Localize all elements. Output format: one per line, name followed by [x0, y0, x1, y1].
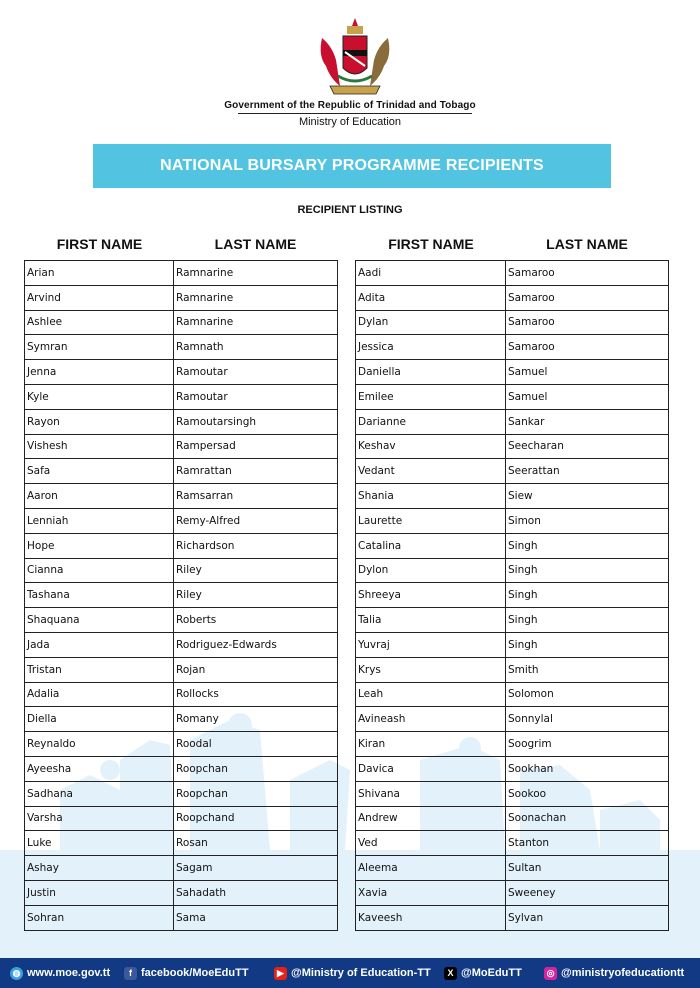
table-row [356, 409, 669, 434]
footer-instagram[interactable] [544, 958, 684, 988]
last-name-cell: Sagam [174, 856, 338, 881]
last-name-cell: Sonnylal [506, 707, 669, 732]
table-row [356, 905, 669, 930]
last-name-cell: Ramsarran [174, 484, 338, 509]
table-row [25, 360, 338, 385]
last-name-cell: Smith [506, 657, 669, 682]
table-row [356, 508, 669, 533]
x-text: @MoEduTT [461, 967, 522, 979]
first-name-cell: Aleema [356, 856, 506, 881]
table-row [356, 335, 669, 360]
first-name-cell: Symran [25, 335, 174, 360]
last-name-cell: Singh [506, 533, 669, 558]
first-name-cell: Dylan [356, 310, 506, 335]
table-row [25, 310, 338, 335]
first-name-cell: Adita [356, 285, 506, 310]
table-row [356, 781, 669, 806]
first-name-cell: Ved [356, 831, 506, 856]
first-name-cell: Vedant [356, 459, 506, 484]
last-name-cell: Sultan [506, 856, 669, 881]
last-name-cell: Simon [506, 508, 669, 533]
first-name-cell: Reynaldo [25, 732, 174, 757]
facebook-icon: f [124, 967, 137, 980]
last-name-cell: Riley [174, 583, 338, 608]
first-name-cell: Lenniah [25, 508, 174, 533]
first-name-cell: Ashay [25, 856, 174, 881]
table-row [25, 285, 338, 310]
first-name-cell: Cianna [25, 558, 174, 583]
table-row [356, 261, 669, 286]
first-name-cell: Shania [356, 484, 506, 509]
last-name-cell: Samaroo [506, 335, 669, 360]
table-row [356, 707, 669, 732]
first-name-cell: Xavia [356, 880, 506, 905]
table-row [25, 409, 338, 434]
first-name-cell: Darianne [356, 409, 506, 434]
last-name-cell: Sankar [506, 409, 669, 434]
first-name-cell: Sohran [25, 905, 174, 930]
table-row [356, 310, 669, 335]
first-name-cell: Ashlee [25, 310, 174, 335]
first-name-cell: Kiran [356, 732, 506, 757]
first-name-cell: Hope [25, 533, 174, 558]
last-name-cell: Sahadath [174, 880, 338, 905]
last-name-cell: Roodal [174, 732, 338, 757]
footer-youtube[interactable] [274, 958, 431, 988]
last-name-cell: Roopchand [174, 806, 338, 831]
right-recipient-table [355, 260, 669, 931]
table-row [25, 384, 338, 409]
table-row [356, 484, 669, 509]
instagram-icon: ◎ [544, 967, 557, 980]
last-name-cell: Solomon [506, 682, 669, 707]
table-row [25, 781, 338, 806]
last-name-cell: Ramnath [174, 335, 338, 360]
last-name-cell: Samaroo [506, 310, 669, 335]
last-name-cell: Rampersad [174, 434, 338, 459]
facebook-text: facebook/MoeEduTT [141, 967, 249, 979]
left-last-name-header: LAST NAME [214, 236, 297, 252]
first-name-cell: Varsha [25, 806, 174, 831]
last-name-cell: Sweeney [506, 880, 669, 905]
last-name-cell: Rodriguez-Edwards [174, 632, 338, 657]
last-name-cell: Richardson [174, 533, 338, 558]
table-row [356, 880, 669, 905]
globe-icon: ◍ [10, 967, 23, 980]
last-name-cell: Rollocks [174, 682, 338, 707]
table-row [25, 831, 338, 856]
first-name-cell: Arian [25, 261, 174, 286]
table-row [356, 285, 669, 310]
table-row [356, 583, 669, 608]
table-row [25, 583, 338, 608]
last-name-cell: Riley [174, 558, 338, 583]
first-name-cell: Shaquana [25, 608, 174, 633]
last-name-cell: Ramoutar [174, 360, 338, 385]
left-recipient-table [24, 260, 338, 931]
first-name-cell: Rayon [25, 409, 174, 434]
first-name-cell: Aadi [356, 261, 506, 286]
government-underline [238, 113, 472, 114]
first-name-cell: Shreeya [356, 583, 506, 608]
right-last-name-header: LAST NAME [546, 236, 628, 252]
footer-website[interactable] [10, 958, 110, 988]
table-row [25, 335, 338, 360]
government-line: Government of the Republic of Trinidad and Tobago [224, 100, 476, 111]
first-name-cell: Aaron [25, 484, 174, 509]
table-row [25, 880, 338, 905]
instagram-text: @ministryofeducationtt [561, 967, 685, 979]
last-name-cell: Singh [506, 632, 669, 657]
first-name-cell: Kaveesh [356, 905, 506, 930]
youtube-icon: ▶ [274, 967, 287, 980]
last-name-cell: Rosan [174, 831, 338, 856]
banner-title: NATIONAL BURSARY PROGRAMME RECIPIENTS [160, 157, 544, 174]
last-name-cell: Ramoutarsingh [174, 409, 338, 434]
last-name-cell: Remy-Alfred [174, 508, 338, 533]
first-name-cell: Safa [25, 459, 174, 484]
first-name-cell: Davica [356, 756, 506, 781]
first-name-cell: Arvind [25, 285, 174, 310]
table-row [356, 657, 669, 682]
last-name-cell: Samaroo [506, 285, 669, 310]
last-name-cell: Sama [174, 905, 338, 930]
last-name-cell: Samaroo [506, 261, 669, 286]
table-row [356, 360, 669, 385]
first-name-cell: Adalia [25, 682, 174, 707]
last-name-cell: Sookhan [506, 756, 669, 781]
youtube-text: @Ministry of Education-TT [291, 967, 431, 979]
table-row [25, 632, 338, 657]
last-name-cell: Samuel [506, 384, 669, 409]
table-row [25, 905, 338, 930]
last-name-cell: Siew [506, 484, 669, 509]
first-name-cell: Vishesh [25, 434, 174, 459]
table-row [356, 632, 669, 657]
last-name-cell: Singh [506, 558, 669, 583]
last-name-cell: Soogrim [506, 732, 669, 757]
table-row [25, 434, 338, 459]
first-name-cell: Catalina [356, 533, 506, 558]
table-row [25, 508, 338, 533]
last-name-cell: Ramrattan [174, 459, 338, 484]
first-name-cell: Yuvraj [356, 632, 506, 657]
ministry-line: Ministry of Education [298, 116, 402, 128]
table-row [356, 831, 669, 856]
last-name-cell: Ramnarine [174, 261, 338, 286]
table-row [356, 434, 669, 459]
first-name-cell: Diella [25, 707, 174, 732]
first-name-cell: Jada [25, 632, 174, 657]
last-name-cell: Sylvan [506, 905, 669, 930]
table-row [25, 459, 338, 484]
table-row [356, 533, 669, 558]
first-name-cell: Luke [25, 831, 174, 856]
table-row [25, 484, 338, 509]
first-name-cell: Andrew [356, 806, 506, 831]
table-row [25, 707, 338, 732]
footer [0, 958, 700, 988]
table-row [356, 384, 669, 409]
last-name-cell: Stanton [506, 831, 669, 856]
first-name-cell: Keshav [356, 434, 506, 459]
last-name-cell: Roopchan [174, 756, 338, 781]
last-name-cell: Singh [506, 608, 669, 633]
footer-facebook[interactable] [124, 958, 249, 988]
first-name-cell: Shivana [356, 781, 506, 806]
first-name-cell: Tristan [25, 657, 174, 682]
first-name-cell: Sadhana [25, 781, 174, 806]
first-name-cell: Justin [25, 880, 174, 905]
last-name-cell: Ramoutar [174, 384, 338, 409]
title-banner [93, 144, 611, 188]
coat-of-arms-icon [310, 16, 400, 102]
first-name-cell: Laurette [356, 508, 506, 533]
last-name-cell: Sookoo [506, 781, 669, 806]
table-row [25, 806, 338, 831]
table-row [25, 261, 338, 286]
table-row [356, 756, 669, 781]
table-row [356, 682, 669, 707]
last-name-cell: Romany [174, 707, 338, 732]
first-name-cell: Jessica [356, 335, 506, 360]
first-name-cell: Emilee [356, 384, 506, 409]
table-row [356, 459, 669, 484]
first-name-cell: Avineash [356, 707, 506, 732]
table-row [356, 558, 669, 583]
table-row [25, 657, 338, 682]
last-name-cell: Seecharan [506, 434, 669, 459]
first-name-cell: Krys [356, 657, 506, 682]
last-name-cell: Ramnarine [174, 285, 338, 310]
last-name-cell: Roberts [174, 608, 338, 633]
table-row [25, 732, 338, 757]
first-name-cell: Dylon [356, 558, 506, 583]
table-row [356, 732, 669, 757]
recipient-listing-heading: RECIPIENT LISTING [297, 204, 403, 216]
table-row [356, 856, 669, 881]
first-name-cell: Daniella [356, 360, 506, 385]
first-name-cell: Kyle [25, 384, 174, 409]
first-name-cell: Talia [356, 608, 506, 633]
table-row [25, 856, 338, 881]
website-text: www.moe.gov.tt [27, 967, 111, 979]
table-row [25, 682, 338, 707]
table-row [25, 533, 338, 558]
last-name-cell: Singh [506, 583, 669, 608]
footer-x[interactable] [444, 958, 522, 988]
table-row [25, 558, 338, 583]
right-first-name-header: FIRST NAME [388, 236, 474, 252]
table-row [25, 608, 338, 633]
x-icon: X [444, 967, 457, 980]
left-first-name-header: FIRST NAME [56, 236, 143, 252]
table-row [356, 806, 669, 831]
first-name-cell: Tashana [25, 583, 174, 608]
last-name-cell: Roopchan [174, 781, 338, 806]
last-name-cell: Samuel [506, 360, 669, 385]
last-name-cell: Soonachan [506, 806, 669, 831]
first-name-cell: Jenna [25, 360, 174, 385]
first-name-cell: Ayeesha [25, 756, 174, 781]
table-row [356, 608, 669, 633]
last-name-cell: Seerattan [506, 459, 669, 484]
last-name-cell: Rojan [174, 657, 338, 682]
first-name-cell: Leah [356, 682, 506, 707]
last-name-cell: Ramnarine [174, 310, 338, 335]
table-row [25, 756, 338, 781]
